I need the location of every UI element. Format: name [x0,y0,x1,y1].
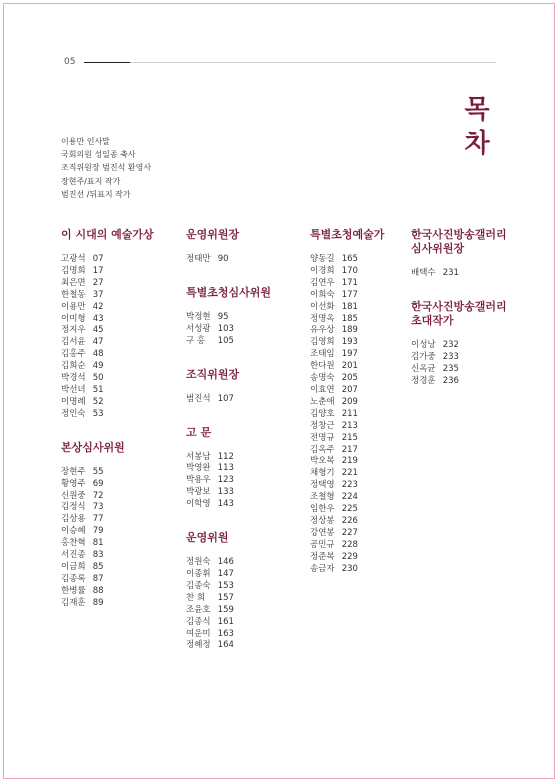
entry-page: 77 [92,514,104,525]
entry-name: 김재훈 [61,597,86,608]
section-heading: 이 시대의 예술가상 [61,228,154,241]
toc-entry [310,540,422,552]
toc-section [186,228,298,266]
toc-entry [61,409,173,421]
toc-entry [310,468,422,480]
entry-list [411,268,521,280]
entry-name: 조윤호 [186,604,211,615]
toc-entry [186,617,298,629]
toc-column-3 [310,228,422,595]
entry-page: 48 [92,349,104,360]
entry-page: 201 [341,361,358,372]
toc-entry [411,268,521,280]
entry-name: 찬 희 [186,592,206,603]
toc-entry [310,409,422,421]
entry-name: 정명옥 [310,313,335,324]
toc-entry [61,574,173,586]
entry-page: 27 [92,277,104,288]
entry-page: 225 [341,504,358,515]
entry-page: 193 [341,337,358,348]
toc-entry [186,605,298,617]
entry-name: 조태임 [310,349,335,360]
entry-name: 여운미 [186,628,211,639]
entry-name: 김정식 [61,502,86,513]
intro-item: 범진선 /뒤표지 작가 [61,189,131,199]
toc-entry [61,598,173,610]
entry-page: 45 [92,325,104,336]
entry-page: 236 [442,375,459,386]
entry-page: 217 [341,444,358,455]
page-header-rule-light [130,62,496,63]
entry-page: 221 [341,468,358,479]
entry-list [310,254,422,575]
toc-entry [61,550,173,562]
toc-entry [310,385,422,397]
entry-name: 김홍주 [61,349,86,360]
entry-name: 박정현 [186,311,211,322]
toc-entry [310,290,422,302]
entry-name: 공민규 [310,539,335,550]
toc-entry [61,254,173,266]
entry-page: 146 [217,557,234,568]
toc-entry [310,456,422,468]
entry-page: 181 [341,301,358,312]
toc-entry [310,266,422,278]
toc-entry [310,564,422,576]
toc-entry [186,629,298,641]
entry-name: 김가중 [411,351,436,362]
entry-page: 153 [217,580,234,591]
toc-section [186,286,298,348]
entry-name: 정혜정 [186,640,211,651]
entry-name: 송명숙 [310,373,335,384]
entry-name: 정태만 [186,254,211,264]
toc-section [186,426,298,512]
toc-entry [186,336,298,348]
toc-entry [310,433,422,445]
toc-entry [310,302,422,314]
entry-name: 이금희 [61,561,86,572]
entry-name: 강연봉 [310,527,335,538]
entry-name: 박영완 [186,463,211,474]
page-number: 05 [64,57,76,67]
toc-entry [61,373,173,385]
entry-page: 73 [92,502,104,513]
toc-entry [186,394,298,406]
entry-name: 김영희 [310,337,335,348]
entry-page: 17 [92,265,104,276]
entry-page: 103 [217,323,234,334]
entry-name: 박광보 [186,487,211,498]
toc-entry [186,452,298,464]
entry-name: 장현주 [61,466,86,477]
entry-name: 노춘애 [310,396,335,407]
toc-entry [411,364,521,376]
toc-entry [61,397,173,409]
toc-entry [310,492,422,504]
entry-list [186,312,298,348]
entry-page: 205 [341,373,358,384]
toc-entry [61,467,173,479]
section-heading: 특별초청심사위원 [186,285,272,299]
toc-entry [186,463,298,475]
entry-name: 정지우 [61,325,86,336]
entry-page: 95 [217,311,229,322]
entry-page: 207 [341,384,358,395]
toc-entry [61,502,173,514]
toc-section [61,441,173,610]
entry-page: 161 [217,616,234,627]
entry-name: 이미형 [61,313,86,324]
entry-list [186,394,298,406]
toc-entry [310,278,422,290]
entry-name: 김종식 [186,616,211,627]
entry-page: 165 [341,254,358,264]
toc-entry [310,373,422,385]
toc-entry [186,254,298,266]
toc-entry [61,302,173,314]
entry-page: 85 [92,561,104,572]
entry-page: 157 [217,592,234,603]
entry-name: 범진석 [186,393,211,404]
toc-entry [310,325,422,337]
entry-page: 37 [92,289,104,300]
toc-entry [310,516,422,528]
toc-entry [61,278,173,290]
toc-entry [61,349,173,361]
entry-name: 이학영 [186,499,211,510]
toc-section [411,228,521,280]
entry-list [186,557,298,652]
toc-entry [310,552,422,564]
entry-name: 정상봉 [310,515,335,526]
toc-entry [310,504,422,516]
entry-page: 43 [92,313,104,324]
toc-entry [61,337,173,349]
entry-page: 105 [217,335,234,346]
toc-entry [186,581,298,593]
toc-entry [411,352,521,364]
entry-page: 42 [92,301,104,312]
entry-name: 김서윤 [61,337,86,348]
entry-page: 52 [92,396,104,407]
entry-page: 224 [341,492,358,503]
toc-entry [186,499,298,511]
entry-name: 채형기 [310,468,335,479]
entry-name: 고광석 [61,254,86,264]
toc-entry [411,376,521,388]
entry-name: 박오복 [310,456,335,467]
section-heading: 운영위원장 [186,228,240,241]
entry-name: 이승혜 [61,526,86,537]
entry-page: 83 [92,550,104,561]
entry-page: 87 [92,573,104,584]
entry-name: 김명희 [61,265,86,276]
entry-page: 223 [341,480,358,491]
entry-page: 55 [92,466,104,477]
toc-entry [186,324,298,336]
toc-entry [61,325,173,337]
entry-page: 209 [341,396,358,407]
entry-page: 72 [92,490,104,501]
toc-entry [186,640,298,652]
toc-entry [310,254,422,266]
entry-page: 159 [217,604,234,615]
toc-section [61,228,173,421]
intro-item: 국회의원 성일종 축사 [61,150,136,160]
entry-name: 임한우 [310,504,335,515]
entry-name: 유우상 [310,325,335,336]
entry-page: 211 [341,408,358,419]
entry-page: 232 [442,339,459,350]
toc-section [310,228,422,575]
entry-page: 231 [442,268,459,278]
intro-list [61,135,151,201]
entry-name: 신옥균 [411,363,436,374]
entry-page: 49 [92,361,104,372]
entry-page: 235 [442,363,459,374]
entry-name: 김종숙 [186,580,211,591]
toc-entry [186,593,298,605]
entry-page: 47 [92,337,104,348]
entry-name: 김종록 [61,573,86,584]
entry-name: 배택수 [411,268,436,278]
toc-entry [310,528,422,540]
entry-page: 88 [92,585,104,596]
entry-name: 구 홍 [186,335,206,346]
entry-page: 215 [341,432,358,443]
entry-page: 89 [92,597,104,608]
entry-name: 한병률 [61,585,86,596]
entry-name: 정준복 [310,551,335,562]
entry-page: 197 [341,349,358,360]
entry-name: 이종휘 [186,568,211,579]
section-heading: 한국사진방송갤러리 심사위원장 [411,228,507,255]
entry-page: 90 [217,254,229,264]
entry-page: 185 [341,313,358,324]
entry-name: 한철동 [61,289,86,300]
entry-name: 한다원 [310,361,335,372]
entry-page: 81 [92,538,104,549]
entry-name: 이명례 [61,396,86,407]
entry-page: 170 [341,265,358,276]
toc-entry [186,569,298,581]
toc-entry [61,361,173,373]
toc-entry [411,340,521,352]
entry-list [61,467,173,610]
entry-page: 229 [341,551,358,562]
toc-entry [61,514,173,526]
entry-page: 189 [341,325,358,336]
entry-name: 정인숙 [61,408,86,419]
entry-page: 69 [92,478,104,489]
toc-column-4 [411,228,521,408]
entry-page: 133 [217,487,234,498]
toc-entry [310,361,422,373]
entry-page: 164 [217,640,234,651]
page-header-rule [84,62,130,63]
section-heading: 고 문 [186,425,212,439]
entry-page: 163 [217,628,234,639]
intro-item: 조직위원장 범진석 환영사 [61,163,152,173]
entry-page: 123 [217,475,234,486]
intro-item: 이용만 인사말 [61,137,110,146]
toc-entry [61,479,173,491]
entry-page: 171 [341,277,358,288]
entry-name: 송금자 [310,563,335,574]
toc-section [411,300,521,388]
entry-page: 233 [442,351,459,362]
entry-name: 김연우 [310,277,335,288]
toc-entry [186,487,298,499]
entry-name: 신원중 [61,490,86,501]
entry-name: 정경훈 [411,375,436,386]
entry-name: 이경희 [310,265,335,276]
section-heading: 본상심사위원 [61,440,125,454]
entry-name: 조철형 [310,492,335,503]
entry-name: 서봉남 [186,451,211,462]
toc-entry [61,526,173,538]
entry-page: 219 [341,456,358,467]
toc-entry [310,421,422,433]
entry-name: 박용우 [186,475,211,486]
toc-entry [61,290,173,302]
entry-page: 107 [217,393,234,404]
page-title-char-1: 목 [464,95,490,125]
entry-name: 김희순 [61,361,86,372]
toc-column-2 [186,228,298,672]
intro-item: 장현주/표지 작가 [61,176,121,186]
toc-entry [186,312,298,324]
entry-page: 227 [341,527,358,538]
section-heading: 특별초청예술가 [310,228,385,241]
entry-page: 213 [341,420,358,431]
section-heading: 운영위원 [186,531,229,545]
entry-list [61,254,173,421]
entry-page: 53 [92,408,104,419]
entry-name: 이효연 [310,384,335,395]
toc-entry [310,445,422,457]
entry-name: 김옥주 [310,444,335,455]
entry-name: 김양호 [310,408,335,419]
entry-page: 177 [341,289,358,300]
entry-list [186,452,298,512]
toc-column-1 [61,228,173,630]
toc-entry [61,586,173,598]
entry-name: 김상용 [61,514,86,525]
toc-entry [186,557,298,569]
entry-name: 서진종 [61,550,86,561]
entry-name: 양동길 [310,254,335,264]
entry-page: 07 [92,254,104,264]
entry-name: 정택영 [310,480,335,491]
toc-entry [61,562,173,574]
entry-name: 최은면 [61,277,86,288]
entry-page: 143 [217,499,234,510]
entry-name: 정창근 [310,420,335,431]
entry-page: 147 [217,568,234,579]
entry-name: 황영주 [61,478,86,489]
page-title [462,93,492,161]
toc-entry [310,397,422,409]
entry-name: 서성광 [186,323,211,334]
entry-page: 50 [92,373,104,384]
toc-entry [61,314,173,326]
entry-name: 박경석 [61,373,86,384]
toc-entry [310,480,422,492]
entry-name: 홍찬혁 [61,538,86,549]
entry-name: 이성낭 [411,339,436,350]
entry-page: 112 [217,451,234,462]
entry-name: 박선녀 [61,384,86,395]
entry-name: 이희숙 [310,289,335,300]
entry-name: 이용만 [61,301,86,312]
entry-name: 전명규 [310,432,335,443]
entry-page: 228 [341,539,358,550]
section-heading: 조직위원장 [186,367,240,381]
entry-list [186,254,298,266]
toc-entry [61,538,173,550]
toc-entry [61,491,173,503]
page-title-char-2: 차 [464,129,490,159]
entry-page: 226 [341,515,358,526]
toc-entry [310,349,422,361]
toc-section [186,368,298,406]
entry-page: 51 [92,384,104,395]
toc-entry [310,337,422,349]
entry-list [411,340,521,388]
entry-page: 230 [341,563,358,574]
toc-entry [61,385,173,397]
toc-entry [310,314,422,326]
entry-name: 이선화 [310,301,335,312]
entry-page: 79 [92,526,104,537]
toc-section [186,531,298,652]
toc-entry [186,475,298,487]
entry-name: 정원숙 [186,557,211,568]
entry-page: 113 [217,463,234,474]
section-heading: 한국사진방송갤러리 초대작가 [411,299,507,327]
toc-entry [61,266,173,278]
